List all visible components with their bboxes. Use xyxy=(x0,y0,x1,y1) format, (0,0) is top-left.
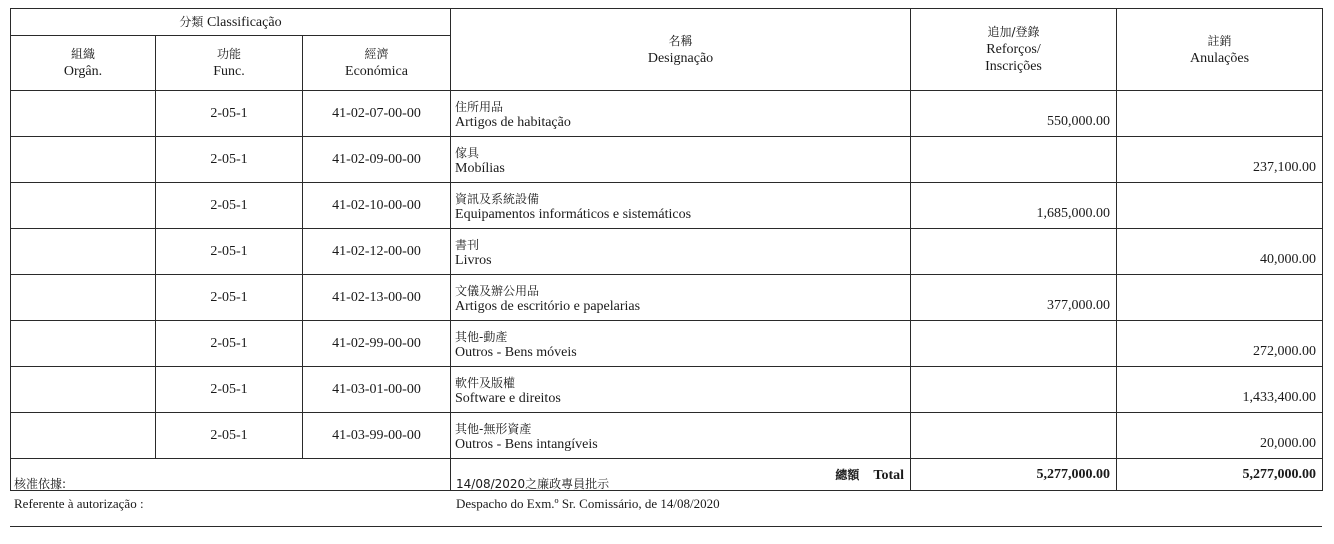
footer-divider xyxy=(10,526,1322,527)
classification-zh: 分類 xyxy=(179,15,204,29)
cancellations-cell xyxy=(1117,183,1323,229)
econ-pt: Económica xyxy=(345,64,408,79)
designation-zh: 名稱 xyxy=(668,33,693,48)
organ-cell xyxy=(11,229,156,275)
classification-pt: Classificação xyxy=(206,15,282,30)
reinforcements-header xyxy=(911,9,1117,91)
classification-header xyxy=(11,9,451,36)
authorization-value xyxy=(456,475,720,513)
organ-pt: Orgân. xyxy=(63,64,103,79)
budget-document xyxy=(10,8,1322,491)
table-row xyxy=(11,183,1323,229)
authorization-label xyxy=(14,475,144,513)
func-cell: 2-05-1 xyxy=(156,413,303,459)
econ-cell: 41-03-01-00-00 xyxy=(303,367,451,413)
organ-cell xyxy=(11,275,156,321)
authorization-value-zh: 14/08/2020之廉政專員批示 xyxy=(456,477,610,491)
designation-pt: Mobílias xyxy=(455,160,505,176)
econ-header xyxy=(303,36,451,91)
econ-cell: 41-02-12-00-00 xyxy=(303,229,451,275)
econ-cell: 41-02-07-00-00 xyxy=(303,91,451,137)
func-header xyxy=(156,36,303,91)
table-row xyxy=(11,275,1323,321)
designation-pt: Designação xyxy=(647,50,714,66)
organ-cell xyxy=(11,321,156,367)
table-row xyxy=(11,321,1323,367)
func-pt: Func. xyxy=(213,64,245,79)
table-row xyxy=(11,367,1323,413)
designation-pt: Outros - Bens móveis xyxy=(455,344,577,360)
authorization-label-zh: 核准依據: xyxy=(14,477,67,491)
cancellations-cell xyxy=(1117,91,1323,137)
econ-cell: 41-02-13-00-00 xyxy=(303,275,451,321)
reinforcements-cell: 550,000.00 xyxy=(911,91,1117,137)
designation-zh: 傢具 xyxy=(455,145,480,160)
econ-cell: 41-02-99-00-00 xyxy=(303,321,451,367)
designation-zh: 其他-無形資產 xyxy=(455,421,532,436)
reinforcements-zh: 追加/登錄 xyxy=(987,25,1040,39)
organ-cell xyxy=(11,91,156,137)
designation-cell xyxy=(451,321,911,367)
header-group-row xyxy=(11,9,1323,36)
table-row xyxy=(11,91,1323,137)
organ-cell xyxy=(11,367,156,413)
reinforcements-cell xyxy=(911,229,1117,275)
authorization-label-pt: Referente à autorização : xyxy=(14,496,144,511)
organ-header xyxy=(11,36,156,91)
cancellations-zh: 註銷 xyxy=(1207,33,1232,48)
reinforcements-cell xyxy=(911,367,1117,413)
total-cancellations: 5,277,000.00 xyxy=(1117,459,1323,491)
total-label-zh: 總額 xyxy=(835,467,860,482)
reinforcements-cell xyxy=(911,413,1117,459)
cancellations-cell: 40,000.00 xyxy=(1117,229,1323,275)
designation-zh: 文儀及辦公用品 xyxy=(455,283,540,298)
total-reinforcements: 5,277,000.00 xyxy=(911,459,1117,491)
func-cell: 2-05-1 xyxy=(156,275,303,321)
cancellations-cell xyxy=(1117,275,1323,321)
designation-pt: Software e direitos xyxy=(455,390,561,406)
designation-header xyxy=(451,9,911,91)
func-cell: 2-05-1 xyxy=(156,183,303,229)
func-zh: 功能 xyxy=(216,47,241,61)
table-row xyxy=(11,229,1323,275)
designation-cell xyxy=(451,229,911,275)
func-cell: 2-05-1 xyxy=(156,321,303,367)
econ-cell: 41-02-10-00-00 xyxy=(303,183,451,229)
cancellations-cell: 20,000.00 xyxy=(1117,413,1323,459)
designation-cell xyxy=(451,275,911,321)
econ-zh: 經濟 xyxy=(364,47,389,61)
designation-pt: Artigos de habitação xyxy=(455,114,571,130)
econ-cell: 41-02-09-00-00 xyxy=(303,137,451,183)
designation-pt: Artigos de escritório e papelarias xyxy=(455,298,641,314)
designation-cell xyxy=(451,367,911,413)
table-row xyxy=(11,413,1323,459)
cancellations-cell: 1,433,400.00 xyxy=(1117,367,1323,413)
designation-pt: Livros xyxy=(455,252,492,268)
designation-zh: 住所用品 xyxy=(455,99,504,114)
designation-cell xyxy=(451,183,911,229)
reinforcements-cell xyxy=(911,321,1117,367)
reinforcements-cell: 1,685,000.00 xyxy=(911,183,1117,229)
budget-table xyxy=(10,8,1323,491)
authorization-value-pt: Despacho do Exm.º Sr. Comissário, de 14/08/2020 xyxy=(456,496,720,511)
designation-zh: 書刊 xyxy=(455,237,480,252)
total-label-pt: Total xyxy=(873,467,905,483)
reinforcements-pt-1: Reforços/ xyxy=(986,42,1041,57)
designation-pt: Equipamentos informáticos e sistemáticos xyxy=(455,206,692,222)
func-cell: 2-05-1 xyxy=(156,367,303,413)
designation-cell xyxy=(451,91,911,137)
reinforcements-cell: 377,000.00 xyxy=(911,275,1117,321)
func-cell: 2-05-1 xyxy=(156,229,303,275)
designation-cell xyxy=(451,413,911,459)
designation-zh: 軟件及版權 xyxy=(455,375,516,390)
econ-cell: 41-03-99-00-00 xyxy=(303,413,451,459)
designation-zh: 資訊及系統設備 xyxy=(455,191,540,206)
reinforcements-cell xyxy=(911,137,1117,183)
authorization-footer xyxy=(10,471,1322,527)
cancellations-cell: 272,000.00 xyxy=(1117,321,1323,367)
organ-cell xyxy=(11,137,156,183)
organ-cell xyxy=(11,413,156,459)
cancellations-pt: Anulações xyxy=(1189,50,1250,66)
cancellations-header xyxy=(1117,9,1323,91)
organ-zh: 組織 xyxy=(70,47,95,61)
designation-zh: 其他-動產 xyxy=(455,329,508,344)
cancellations-cell: 237,100.00 xyxy=(1117,137,1323,183)
reinforcements-pt-2: Inscrições xyxy=(985,59,1042,74)
func-cell: 2-05-1 xyxy=(156,137,303,183)
designation-cell xyxy=(451,137,911,183)
func-cell: 2-05-1 xyxy=(156,91,303,137)
designation-pt: Outros - Bens intangíveis xyxy=(455,436,598,452)
table-row xyxy=(11,137,1323,183)
organ-cell xyxy=(11,183,156,229)
